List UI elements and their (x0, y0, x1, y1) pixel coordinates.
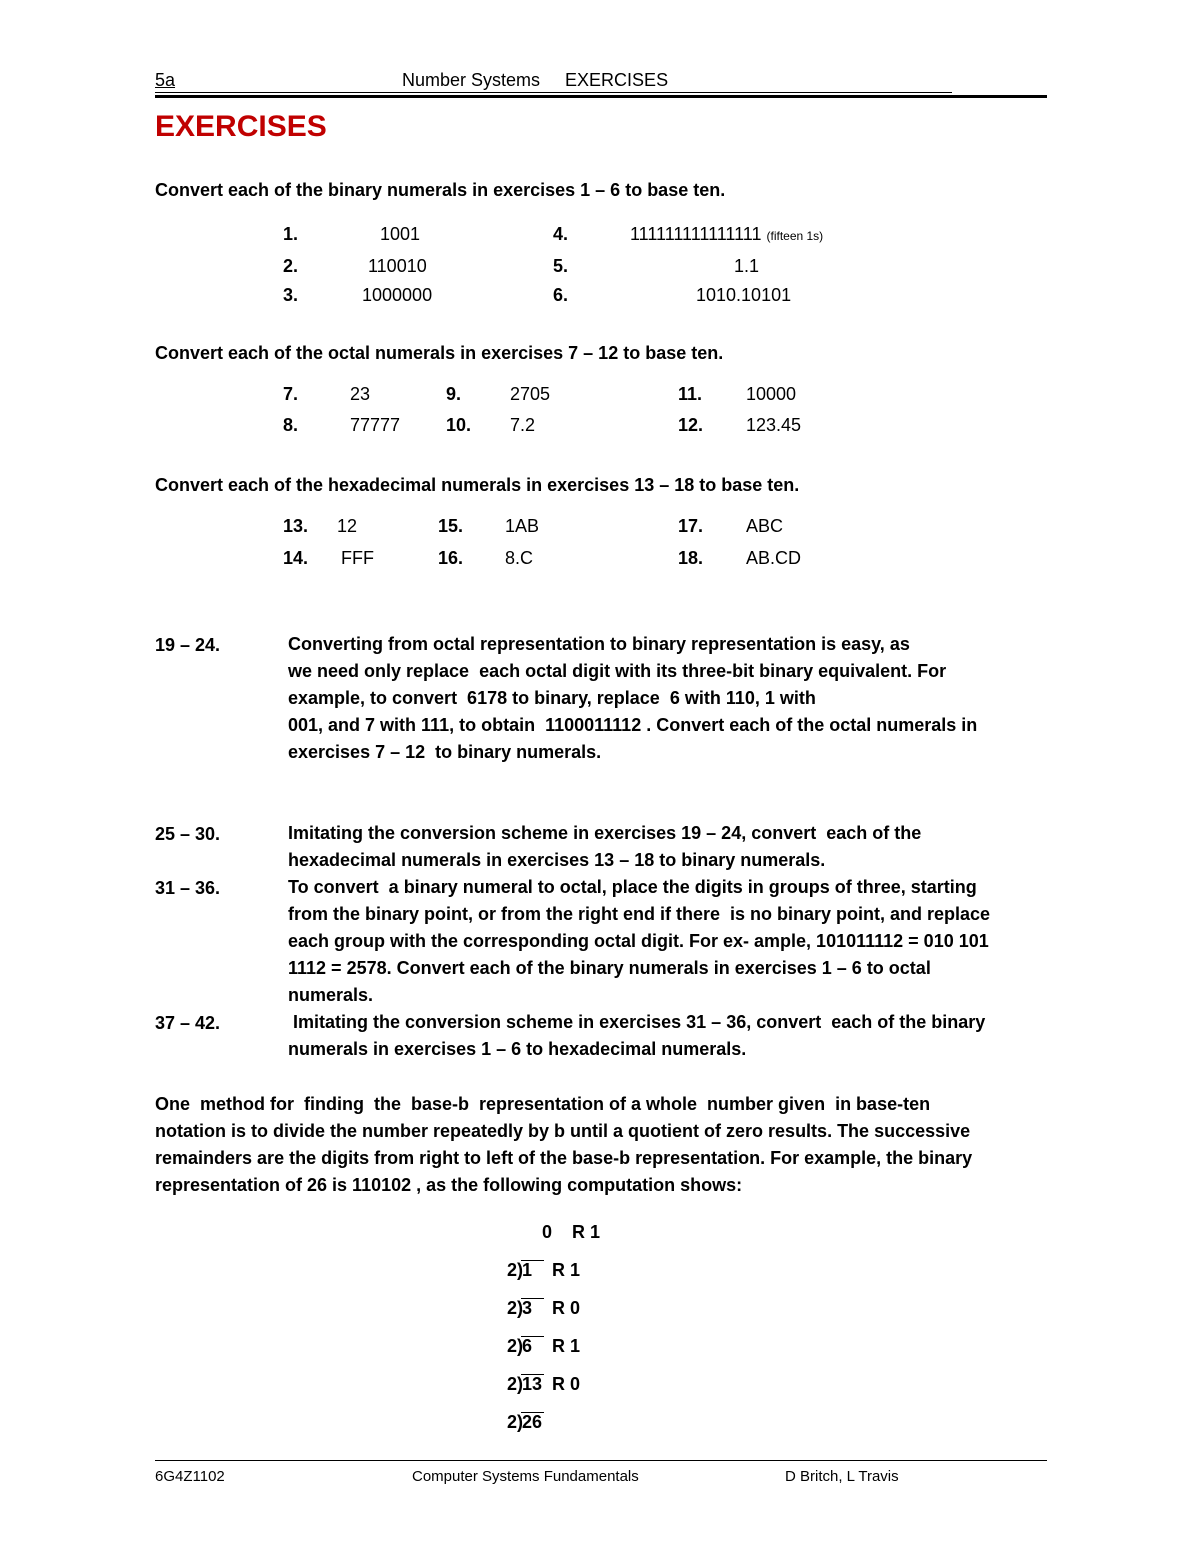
exercise-label: 31 – 36. (155, 878, 221, 898)
header-rule (155, 95, 1047, 98)
dividend: 26 (522, 1412, 543, 1432)
item-value: 1000000 (362, 285, 433, 305)
octal-instruction: Convert each of the octal numerals in exercises 7 – 12 to base ten. (155, 343, 724, 363)
item-number: 14. (283, 548, 309, 568)
paragraph-line: from the binary point, or from the right end if there is no binary point, and replace (288, 904, 991, 924)
item-number: 2. (283, 256, 299, 276)
item-number: 8. (283, 415, 299, 435)
exercise-paragraph (288, 874, 1048, 1009)
item-value (630, 224, 823, 245)
binary-instruction: Convert each of the binary numerals in exercises 1 – 6 to base ten. (155, 180, 726, 200)
paragraph-line: One method for finding the base-b representation of a whole number given in base-ten (155, 1094, 931, 1114)
dividend: 6 (521, 1336, 544, 1355)
item-value: 1.1 (734, 256, 760, 276)
division-row (507, 1298, 580, 1319)
item-number: 4. (553, 224, 569, 244)
dividend: 1 (521, 1260, 544, 1279)
paragraph-line: Imitating the conversion scheme in exercises 31 – 36, convert each of the binary (288, 1012, 986, 1032)
item-value: 1010.10101 (696, 285, 792, 305)
item-value: 1AB (505, 516, 540, 536)
header-center: Number Systems EXERCISES (402, 70, 669, 90)
item-number: 12. (678, 415, 704, 435)
divisor: 2) (507, 1260, 524, 1280)
paragraph-line: 1112 = 2578. Convert each of the binary numerals in exercises 1 – 6 to octal (288, 958, 931, 978)
paragraph-line: To convert a binary numeral to octal, place the digits in groups of three, starting (288, 877, 977, 897)
divisor: 2) (507, 1298, 524, 1318)
paragraph-line: numerals. (288, 985, 374, 1005)
remainder: R 1 (552, 1260, 581, 1280)
divisor: 2) (507, 1374, 524, 1394)
divisor: 2) (507, 1412, 524, 1432)
footer-rule (155, 1460, 1047, 1461)
header-underline (155, 92, 952, 93)
dividend: 0 (542, 1222, 553, 1242)
paragraph-line: 001, and 7 with 111, to obtain 1100011112 . Convert each of the octal numerals in (288, 715, 978, 735)
paragraph-line: Converting from octal representation to binary representation is easy, as (288, 634, 910, 654)
remainder: R 1 (572, 1222, 601, 1242)
item-number: 15. (438, 516, 464, 536)
divisor: 2) (507, 1336, 524, 1356)
item-value: 10000 (746, 384, 797, 404)
paragraph-line: example, to convert 6178 to binary, replace 6 with 110, 1 with (288, 688, 816, 708)
paragraph-line: numerals in exercises 1 – 6 to hexadecimal numerals. (288, 1039, 747, 1059)
paragraph-line: notation is to divide the number repeatedly by b until a quotient of zero results. The successive (155, 1121, 971, 1141)
item-number: 10. (446, 415, 472, 435)
paragraph-line: exercises 7 – 12 to binary numerals. (288, 742, 602, 762)
paragraph-line: remainders are the digits from right to left of the base-b representation. For example, the binary (155, 1148, 973, 1168)
method-paragraph (155, 1091, 1048, 1199)
remainder: R 0 (552, 1374, 581, 1394)
item-number: 1. (283, 224, 299, 244)
header-left: 5a (155, 70, 176, 90)
footer-center: Computer Systems Fundamentals (412, 1468, 639, 1485)
item-value: 2705 (510, 384, 551, 404)
exercise-label: 19 – 24. (155, 635, 221, 655)
item-number: 9. (446, 384, 462, 404)
exercise-label: 25 – 30. (155, 824, 221, 844)
item-number: 18. (678, 548, 704, 568)
dividend: 13 (522, 1374, 543, 1394)
exercise-paragraph (288, 631, 1048, 766)
item-number: 5. (553, 256, 569, 276)
item-number: 7. (283, 384, 299, 404)
paragraph-line: representation of 26 is 110102 , as the following computation shows: (155, 1175, 743, 1195)
paragraph-line: each group with the corresponding octal digit. For ex- ample, 101011112 = 010 101 (288, 931, 989, 951)
item-value: 12 (337, 516, 358, 536)
division-row (507, 1260, 580, 1281)
item-number: 6. (553, 285, 569, 305)
division-row (507, 1374, 580, 1395)
item-number: 13. (283, 516, 309, 536)
paragraph-line: we need only replace each octal digit with its three-bit binary equivalent. For (288, 661, 947, 681)
item-number: 17. (678, 516, 704, 536)
footer-left: 6G4Z1102 (155, 1468, 225, 1485)
remainder: R 0 (552, 1298, 581, 1318)
exercise-label: 37 – 42. (155, 1013, 221, 1033)
hex-instruction: Convert each of the hexadecimal numerals in exercises 13 – 18 to base ten. (155, 475, 800, 495)
exercise-paragraph (288, 1009, 1048, 1063)
division-row (507, 1412, 544, 1433)
item-value: 123.45 (746, 415, 802, 435)
remainder: R 1 (552, 1336, 581, 1356)
item-value: AB.CD (746, 548, 802, 568)
page-title: EXERCISES (155, 110, 327, 143)
item-value: 23 (350, 384, 371, 404)
footer-right: D Britch, L Travis (785, 1468, 899, 1485)
item-value: FFF (341, 548, 374, 568)
item-value-text: 111111111111111 (630, 224, 762, 244)
item-value: 1001 (380, 224, 421, 244)
item-number: 16. (438, 548, 464, 568)
paragraph-line: hexadecimal numerals in exercises 13 – 18 to binary numerals. (288, 850, 826, 870)
item-value: 8.C (505, 548, 534, 568)
division-row (507, 1336, 580, 1357)
paragraph-line: Imitating the conversion scheme in exercises 19 – 24, convert each of the (288, 823, 922, 843)
exercise-paragraph (288, 820, 1048, 874)
item-value: 77777 (350, 415, 401, 435)
item-value: ABC (746, 516, 784, 536)
item-number: 11. (678, 384, 703, 404)
item-note: (fifteen 1s) (766, 229, 824, 243)
dividend: 3 (521, 1298, 544, 1317)
item-number: 3. (283, 285, 299, 305)
item-value: 110010 (368, 256, 427, 276)
item-value: 7.2 (510, 415, 536, 435)
division-row (505, 1222, 600, 1243)
